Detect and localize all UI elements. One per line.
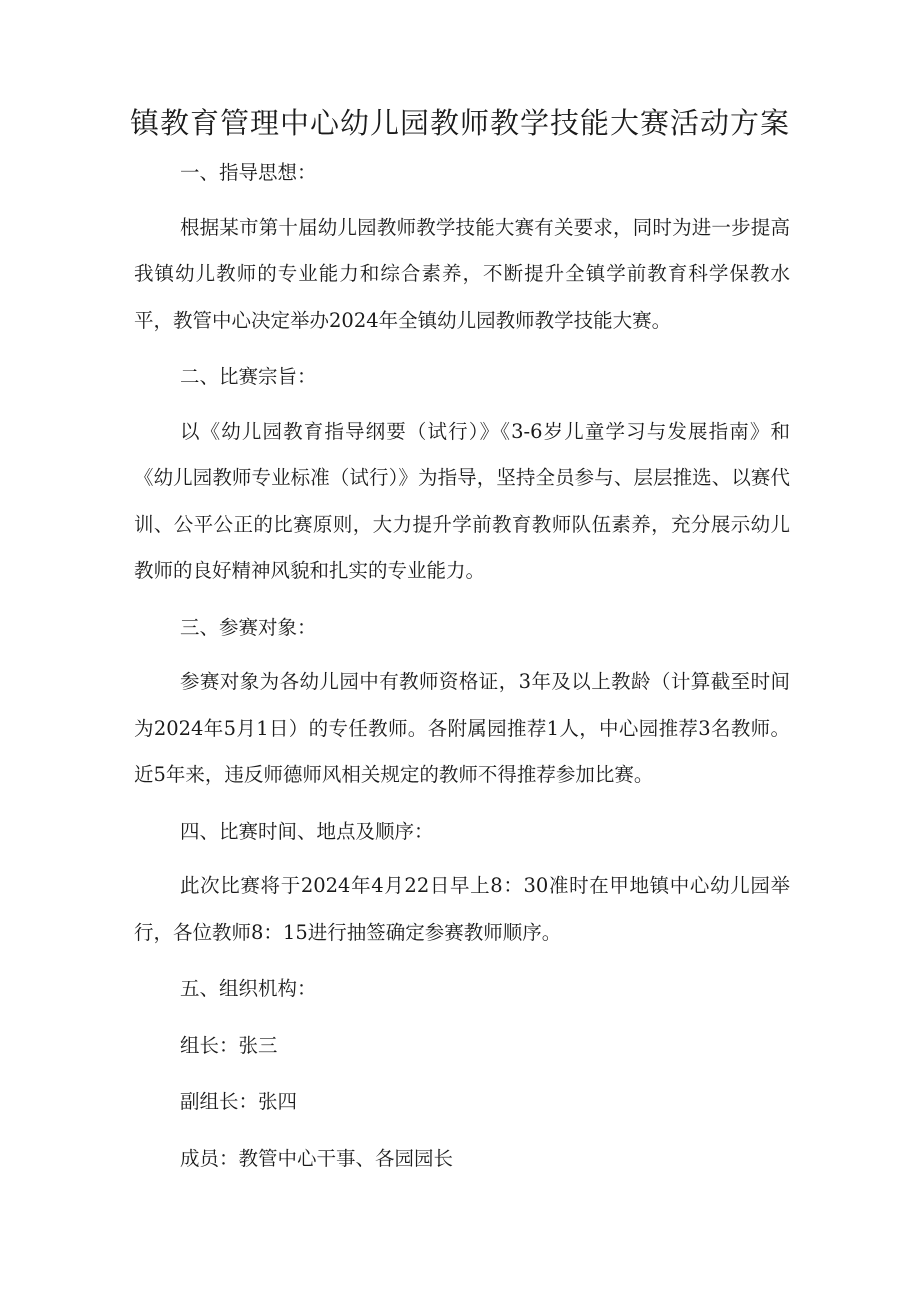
section-heading-purpose: 二、比赛宗旨： [180, 365, 317, 388]
document-body [134, 150, 790, 1182]
organization-members: 成员：教管中心干事、各园园长 [180, 1146, 454, 1170]
document-title: 镇教育管理中心幼儿园教师教学技能大赛活动方案 [129, 106, 790, 140]
organization-leader: 组长：张三 [180, 1033, 278, 1057]
section-heading-schedule: 四、比赛时间、地点及顺序： [180, 819, 434, 843]
section-paragraph-participants: 参赛对象为各幼儿园中有教师资格证，3年及以上教龄（计算截至时间为2024年5月1日）的专任教师。各附属园推荐1人，中心园推荐3名教师。近5年来，违反师德师风相关规定的教师不得推荐参加比赛。 [134, 670, 790, 786]
section-paragraph-schedule: 此次比赛将于2024年4月22日早上8：30准时在甲地镇中心幼儿园举行，各位教师8：15进行抽签确定参赛教师顺序。 [134, 874, 790, 944]
organization-deputy-leader: 副组长：张四 [180, 1090, 298, 1113]
section-heading-organization: 五、组织机构： [180, 977, 317, 1000]
section-paragraph-purpose: 以《幼儿园教育指导纲要（试行）》《3-6岁儿童学习与发展指南》和《幼儿园教师专业标准（试行）》为指导，坚持全员参与、层层推选、以赛代训、公平公正的比赛原则，大力提升学前教育教师队伍素养，充分展示幼儿教师的良好精神风貌和扎实的专业能力。 [134, 419, 790, 582]
section-heading-guiding-thought: 一、指导思想： [180, 161, 317, 184]
section-heading-participants: 三、参赛对象： [180, 615, 317, 639]
section-paragraph-guiding-thought: 根据某市第十届幼儿园教师教学技能大赛有关要求，同时为进一步提高我镇幼儿教师的专业能力和综合素养，不断提升全镇学前教育科学保教水平，教管中心决定举办2024年全镇幼儿园教师教学技能大赛。 [134, 215, 790, 332]
